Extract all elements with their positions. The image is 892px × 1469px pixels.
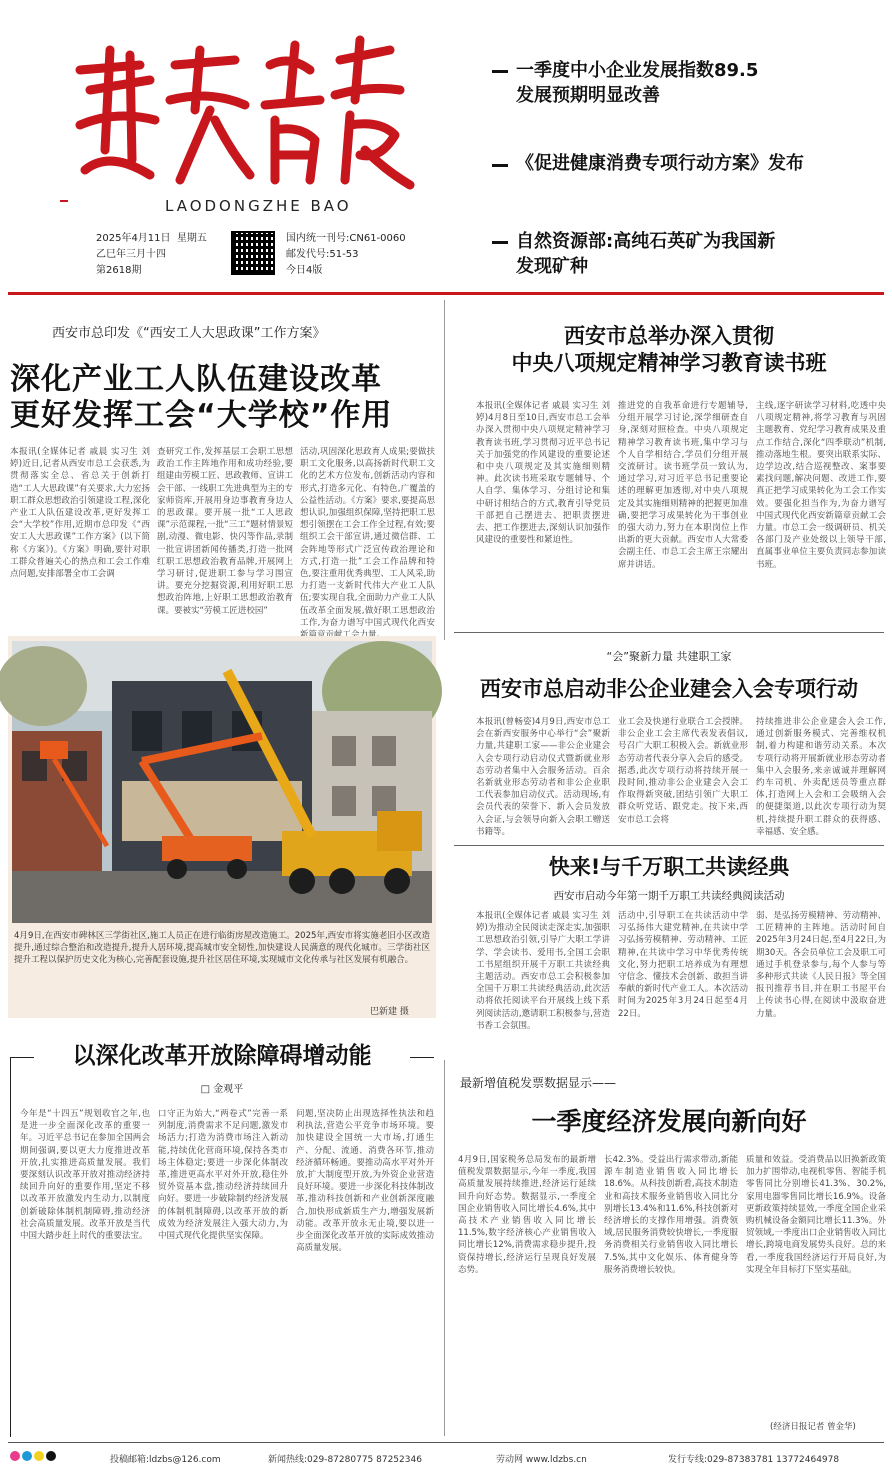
reading-body-col-3: 弱、是弘扬劳模精神、劳动精神、工匠精神的主阵地。活动时间自2025年3月24日起,至4月22日,为期30天。各会员单位工会及职工可通过手机登录参与,每个人参与等多种形式共读《人民日报》等全国报刊推荐书目,并在职工书屋平台上传读书心得,在阅读中汲取奋进力量。 (756, 911, 886, 1019)
teaser-3-line2[interactable]: 发现矿种 (516, 256, 588, 277)
reading-body-col-1: 本报讯(全媒体记者 戚晨 实习生 刘婷)为推动全民阅读走深走实,加强职工思想政治引领,引导广大职工学讲学、学会读书、爱用书,全国工会职工书屋组织开展千万职工共读经典主题活动。西安市总工会积极参加全国千万职工共读经典活动,此次活动将依托阅读平台开展线上线下系列阅读活动,邀请职工积极参与,营造书香工会氛围。 (476, 911, 610, 1031)
footer-hotline: 新闻热线:029-87280775 87252346 (268, 1455, 422, 1465)
main-body-col-2: 查研究工作,发挥基层工会职工思想政治工作主阵地作用和成功经验,要组建由劳模工匠、思政教师、宣讲工会干部、一线职工先进典型为主的专家师资库,开展用身边事教育身边人的思政课。要开展一批“工人思政课”示范课程,一批“三工”题材情景短剧,动漫、微电影、快闪等作品,录制一批宣讲团新闻传播类,打造一批网红职工思想政治教育品牌,开展网上学习研讨,促进职工参与学习围宣讲。要充分挖掘资源,利用好职工思想政治阵地,上好职工思想政治教育课。要被实“劳模工匠进校园” (157, 447, 294, 616)
training-headline-2[interactable]: 中央八项规定精神学习教育读书班 (511, 350, 827, 375)
tax-credit: (经济日报记者 曾金华) (770, 1422, 856, 1432)
photo-caption: 4月9日,在西安市碑林区三学街社区,施工人员正在进行临街房屋改造施工。2025年,西安市将实施老旧小区改造提升,通过综合整治和改造提升,提升人居环境,提高城市安全韧性,加快建设人民满意的现代化城市。三学街社区提升工程以保护历史文化为核心,完善配套设施,提升社区居住环境,实现城市文化传承与社区发展有机融合。 (14, 931, 430, 965)
qr-code (231, 231, 275, 275)
teaser-marker (492, 70, 508, 73)
teaser-3-line1[interactable]: 自然资源部:高纯石英矿为我国新 (516, 231, 776, 252)
union-body-col-1: 本报讯(曾畅姿)4月9日,西安市总工会在新西安服务中心举行“会”聚新力量,共建职工家——非公企业建会入会专项行动启动仪式暨新就业形态劳动者集中入会服务活动。百余名新就业形态劳动者和非公企业职工代表参加启动仪式。活动现场,有会员代表的荣誉下、新入会员发放入会证,与会领导向新入会职工赠送书籍等。 (476, 717, 610, 837)
weekday: 星期五 (176, 233, 207, 244)
training-body-col-3: 主线,逐字研读学习材料,吃透中央八项规定精神,将学习教育与巩固主题教育、党纪学习教育成果及重点工作结合,深化“四季联动”机制,推动落地生根。要突出联系实际、边学边改,结合巡视整改、案事要素找问题,解决问题、改进工作,要真正把学习成果转化为工会工作实效。要强化担当作为,为奋力谱写中国式现代化西安新篇章贡献工会力量。市总工会一级调研员、机关各部门及产业处级以上领导干部,直属事业单位主要负责同志参加读书班。 (756, 401, 886, 570)
photo-credit: 巴新建 摄 (370, 1007, 409, 1017)
section-rule (454, 845, 884, 846)
union-body-col-2: 业工会及快递行业联合工会授牌。非公企业工会主席代表发表倡议,号召广大职工积极入会。新就业形态劳动者代表分享入会后的感受。据悉,此次专项行动将持续开展一段时间,推动非公企业建会入会工作取得新突破,团结引领广大职工群众听党话、跟党走。按下来,西安市总工会将 (618, 717, 748, 825)
commentary-author: □ 金观平 (200, 1084, 244, 1095)
rule (10, 1057, 11, 1437)
union-kicker: “会”聚新力量 共建职工家 (606, 650, 732, 663)
main-body-col-3: 活动,巩固深化思政育人成果;要做扶职工文化服务,以高扬新时代职工文化的艺术方位发布,创新活动内容和形式,打造多元化、有特色,广覆盖的公益性活动。《方案》要求,要提高思想认识,加强组织保障,坚持把职工思想引领摆在工会工作全过程,有效;要组织工会干部宣讲,通过微信群、工会阵地等形式广泛宣传政治理论和方式,打造一批”工会工作品牌和特色,要注重用优秀典型、工人风采,助力打造一支新时代伟大产业工人队伍;要实现自我,全面助力产业工人队伍改革全面发展,做好职工思想政治工作,为奋力谱写中国式现代化西安 (300, 447, 435, 628)
reading-body-col-2: 活动中,引导职工在共读活动中学习弘扬伟大建党精神,在共读中学习弘扬劳模精神、劳动精神、工匠精神,在共读中学习中华优秀传统文化,努力把职工培养成为有理想守信念、懂技术会创新、敢担当讲奉献的新时代产业工人。本次活动时间为2025年3月24日起至4月22日。 (618, 911, 748, 1019)
footer-distribution: 发行专线:029-87383781 13772464978 (668, 1455, 840, 1465)
issue-number: 第2618期 (96, 265, 142, 276)
tax-body-col-2: 长42.3%。受益出行需求带动,新能源车制造业销售收入同比增长18.6%。从科技创新看,高技术制造业和高技术服务业销售收入同比分别增长13.4%和11.6%,科技创新对经济增长的支撑作用增强。消费领域,居民服务消费较快增长,一季度服务消费相关行业销售收入同比增长7.5%,其中文化娱乐、体育健身等服务消费增长较快。 (604, 1155, 738, 1275)
section-rule (454, 632, 884, 633)
reading-subhead: 西安市启动今年第一期千万职工共读经典阅读活动 (553, 890, 785, 902)
tax-headline[interactable]: 一季度经济发展向新向好 (531, 1107, 807, 1136)
commentary-body-col-1: 今年是“十四五”规划收官之年,也是进一步全面深化改革的重要一年。习近平总书记在参加全国两会期间强调,要以更大力度推进改革开放,扎实推进高质量发展。我们要深刻认识改革开放对推动经济持续回升向好的重要作用,坚定不移以改革开放激发内生动力,以制度创新破除体制机制障碍,推动经济社会高质量发展。改革开放是当代中国大踏步赶上时代的重要法宝。 (20, 1109, 150, 1242)
tax-body-col-1: 4月9日,国家税务总局发布的最新增值税发票数据显示,今年一季度,我国高质量发展持续推进,经济运行延续回升向好态势。数据显示,一季度全国企业销售收入同比增长4.6%,其中高技术产业销售收入同比增长11.5%,数字经济核心产业销售收入同比增长12%,消费需求稳步提升,投资保持增长,经济运行呈现良好发展态势。 (458, 1155, 596, 1275)
color-mark (46, 1451, 56, 1461)
commentary-headline[interactable]: 以深化改革开放除障碍增动能 (72, 1042, 372, 1069)
footer-rule (8, 1442, 884, 1443)
union-body-col-3: 持续推进非公企业建会入会工作,通过创新服务模式、完善维权机制,着力构建和谐劳动关系。本次专项行动将开展新就业形态劳动者集中入会服务,来亲诚诚并理解网约车司机、外卖配送员等重点群体,打造网上入会和工会吸纳入会的便捷渠道,以此次专项行动为契机,持续提升职工群众的获得感、幸福感、安全感。 (756, 717, 886, 837)
postal-code: 邮发代号:51-53 (286, 249, 359, 260)
training-body-col-1: 本报讯(全媒体记者 戚晨 实习生 刘婷)4月8日至10日,西安市总工会举办深入贯彻中央八项规定精神学习教育读书班,学习贯彻习近平总书记关于加强党的作风建设的重要论述和中央八项规定及其实施细则精神。此次读书班采取专题辅导、个人自学、集体学习、分组讨论和集中研讨相结合的方式,教育引导党员干部把自己摆进去、把职责摆进去、把工作摆进去,深刻认识加强作风建设的重要性和紧迫性。 (476, 401, 610, 546)
main-headline-2[interactable]: 更好发挥工会“大学校”作用 (10, 398, 393, 433)
main-kicker: 西安市总印发《“西安工人大思政课”工作方案》 (52, 326, 326, 341)
reading-headline[interactable]: 快来!与千万职工共读经典 (548, 855, 790, 879)
tax-kicker: 最新增值税发票数据显示—— (460, 1076, 617, 1090)
commentary-body-col-3: 问题,坚决防止出现选择性执法和趋利执法,营造公平竞争市场环境。要加快建设全国统一大市场,打通生产、分配、流通、消费各环节,推动经济循环畅通。要推动高水平对外开放,扩大制度型开放,为外资企业营造良好环境。要进一步深化科技体制改革,推动科技创新和产业创新深度融合,加快形成新质生产力,增强发展新动能。改革开放永无止境,要以进一步全面深化改革开放的实际成效推动高质量发展。 (296, 1109, 434, 1254)
training-headline-1[interactable]: 西安市总举办深入贯彻 (564, 323, 774, 348)
page-count: 今日4版 (286, 265, 323, 276)
masthead-rule (8, 292, 884, 295)
teaser-1-line2[interactable]: 发展预期明显改善 (516, 85, 660, 106)
teaser-1-line1[interactable]: 一季度中小企业发展指数89.5 (516, 60, 759, 81)
teaser-marker (492, 164, 508, 167)
teaser-marker (492, 241, 508, 244)
masthead-logo-calligraphy (60, 30, 420, 190)
color-mark (34, 1451, 44, 1461)
publication-info (286, 231, 436, 279)
main-headline-1[interactable]: 深化产业工人队伍建设改革 (10, 362, 382, 397)
cn-number: 国内统一刊号:CN61-0060 (286, 233, 406, 244)
color-mark (22, 1451, 32, 1461)
column-divider (444, 1060, 445, 1436)
construction-photo (12, 641, 432, 923)
masthead-logo (60, 30, 420, 190)
footer-email[interactable]: 投稿邮箱:ldzbs@126.com (110, 1455, 221, 1465)
teaser-2[interactable]: 《促进健康消费专项行动方案》发布 (516, 153, 804, 174)
column-divider (444, 300, 445, 640)
color-mark (10, 1451, 20, 1461)
masthead-pinyin: LAODONGZHE BAO (165, 197, 352, 215)
news-photo[interactable] (12, 641, 432, 923)
lunar-date: 乙巳年三月十四 (96, 249, 166, 260)
main-body-col-1: 本报讯(全媒体记者 戚晨 实习生 刘婷)近日,记者从西安市总工会获悉,为贯彻落实全总、省总关于创新打造“工人大思政课”有关要求,大力宏扬职工群众思想政治引领建设工程,深化产业工人队伍建设改革,更好发挥工会“大学校”作用,近期市总印发《“西安工人大思政课”工作方案》(以下简称《方案》)。《方案》明确,要针对职工群众普遍关心的热点和工会工作难点问题,安排部署全市工会调 (10, 447, 150, 580)
footer-website[interactable]: 劳动网 www.ldzbs.cn (496, 1455, 587, 1465)
divider (60, 200, 68, 202)
training-body-col-2: 推进党的自我革命进行专题辅导,分组开展学习讨论,深学细研查自身,深刻对照检查。中央八项规定精神学习教育读书班,集中学习与个人自学相结合,学员们分组开展交流研讨。读书班学员一致认为,通过学习,对习近平总书记重要论述的理解更加透彻,对中央八项规定及其实施细则精神的把握更加准确,要把学习成果转化为干事创业的强大动力,努力在本职岗位上作出新的更大贡献。西安市人大常委会副主任、市总工会主席王宗耀出席并讲话。 (618, 401, 748, 570)
commentary-body-col-2: 口守正为始大,“两卷式”完善一系列制度,消费需求不足问题,激发市场活力;打造为消费市场注入新动能,持续优化营商环境,保持各类市场主体稳定;要进一步深化体制改革,推进更高水平对外开放,稳住外贸外资基本盘,推动经济持续回升向好。要进一步破除制约经济发展的体制机制障碍,以改革开放的新成效为经济发展注入强大动力,为中国式现代化提供坚实保障。 (158, 1109, 288, 1242)
date-block (96, 231, 228, 279)
union-headline[interactable]: 西安市总启动非公企业建会入会专项行动 (480, 676, 858, 701)
tax-body-col-3: 质量和效益。受消费品以旧换新政策加力扩围带动,电视机零售、智能手机零售同比分别增长41.3%、30.2%,家用电器零售同比增长16.9%。设备更新政策持续显效,一季度全国企业采购机械设备金额同比增长11.3%。外贸领域,一季度出口企业销售收入同比增长,跨境电商发展势头良好。总的来看,一季度我国经济运行开局良好,为实现全年目标打下坚实基础。 (746, 1155, 886, 1275)
date: 2025年4月11日 (96, 233, 171, 244)
